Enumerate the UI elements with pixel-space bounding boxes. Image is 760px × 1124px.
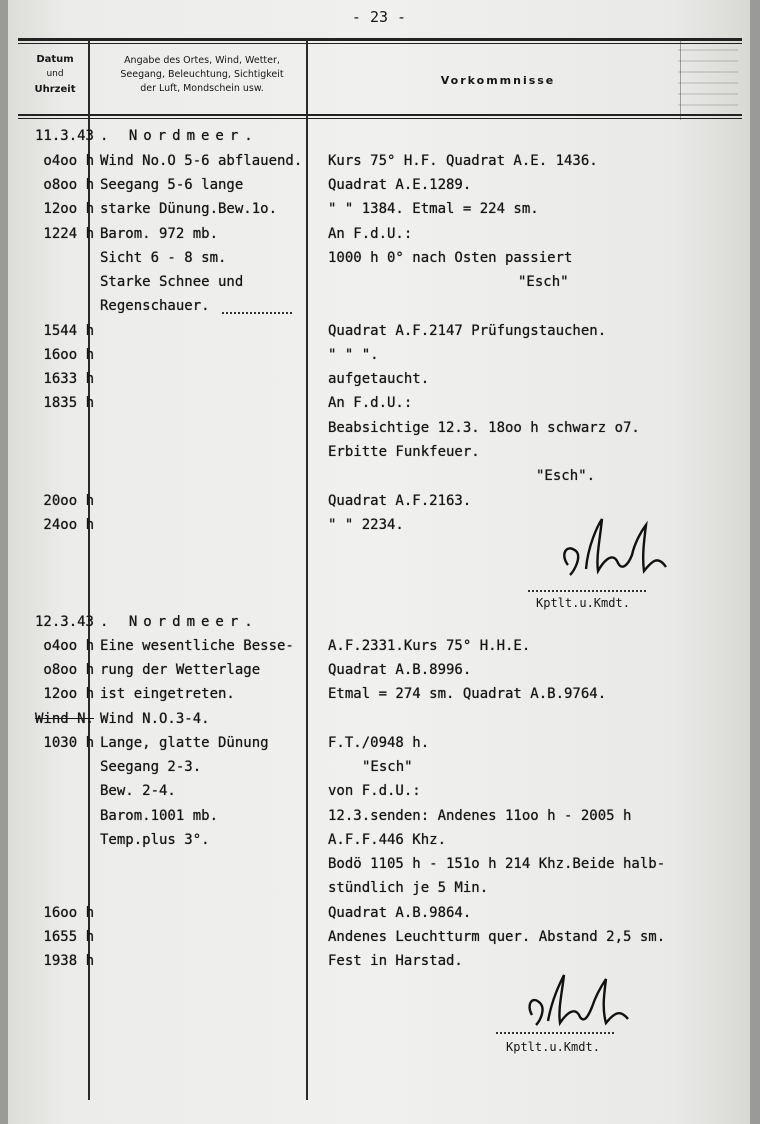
entry-event: F.T./0948 h. — [328, 735, 430, 751]
entry-event: Quadrat A.B.8996. — [328, 662, 472, 678]
entry-event: "Esch" — [518, 274, 569, 290]
entry-location-weather: . Nordmeer. — [100, 614, 259, 630]
entry-time: 12oo h — [43, 686, 94, 702]
entry-event: Quadrat A.B.9864. — [328, 905, 472, 921]
entry-location-weather: Eine wesentliche Besse- — [100, 638, 294, 654]
entry-location-weather — [100, 420, 316, 442]
entry-location-weather — [100, 347, 316, 369]
entry-time: 24oo h — [43, 517, 94, 533]
entry-location-weather: Barom.1001 mb. — [100, 808, 219, 824]
entry-location-weather: Sicht 6 - 8 sm. — [100, 250, 227, 266]
entry-location-weather: Wind N.O.3-4. — [100, 711, 210, 727]
entry-event: A.F.2331.Kurs 75° H.H.E. — [328, 638, 531, 654]
entry-time — [24, 298, 94, 320]
entry-time — [24, 856, 94, 878]
entry-location-weather — [100, 468, 316, 490]
entry-event: An F.d.U.: — [328, 395, 413, 411]
entry-location-weather — [100, 493, 316, 515]
entry-time: 1938 h — [43, 953, 94, 969]
entry-time: 1224 h — [43, 226, 94, 242]
signature-1-dots — [528, 590, 646, 592]
entry-time: 12.3.43 — [34, 614, 94, 630]
entry-event: " " 1384. Etmal = 224 sm. — [328, 201, 539, 217]
entry-event: "Esch" — [362, 759, 413, 775]
entry-location-weather: Seegang 2-3. — [100, 759, 202, 775]
entry-location-weather: Barom. 972 mb. — [100, 226, 219, 242]
entry-time — [24, 832, 94, 854]
entry-event: A.F.F.446 Khz. — [328, 832, 447, 848]
header-bottom-rule-thin — [18, 118, 742, 119]
entry-time: 1030 h — [43, 735, 94, 751]
entry-location-weather: Wind No.O 5-6 abflauend. — [100, 153, 303, 169]
entry-time — [24, 808, 94, 830]
entry-location-weather — [100, 856, 316, 878]
entry-location-weather: . Nordmeer. — [100, 128, 259, 144]
entry-location-weather — [100, 323, 316, 345]
signature-1-label: Kptlt.u.Kmdt. — [536, 596, 630, 610]
header-location-weather: Angabe des Ortes, Wind, Wetter, Seegang, Beleuchtung, Sichtigkeit der Luft, Mondschein usw. — [120, 55, 284, 94]
entry-event: Beabsichtige 12.3. 18oo h schwarz o7. — [328, 420, 640, 436]
header-bottom-rule — [18, 114, 742, 116]
entry-event — [328, 128, 718, 150]
log-page — [8, 0, 750, 1124]
entry-event — [328, 298, 718, 320]
entry-location-weather: Lange, glatte Dünung — [100, 735, 269, 751]
signature-2-label: Kptlt.u.Kmdt. — [506, 1040, 600, 1054]
entry-time — [24, 783, 94, 805]
entry-event: " " 2234. — [328, 517, 404, 533]
entry-event: Kurs 75° H.F. Quadrat A.E. 1436. — [328, 153, 598, 169]
entry-event: 1000 h 0° nach Osten passiert — [328, 250, 573, 266]
entry-time: 16oo h — [43, 347, 94, 363]
entry-location-weather — [100, 395, 316, 417]
entry-event: Quadrat A.F.2147 Prüfungstauchen. — [328, 323, 607, 339]
entry-event: Quadrat A.E.1289. — [328, 177, 472, 193]
entry-time: 11.3.43 — [34, 128, 94, 144]
entry-event: aufgetaucht. — [328, 371, 430, 387]
entry-location-weather: Starke Schnee und — [100, 274, 244, 290]
entry-event: Andenes Leuchtturm quer. Abstand 2,5 sm. — [328, 929, 666, 945]
entry-location-weather: Bew. 2-4. — [100, 783, 176, 799]
entry-time: o8oo h — [43, 662, 94, 678]
entry-event: von F.d.U.: — [328, 783, 421, 799]
entry-event: Fest in Harstad. — [328, 953, 463, 969]
signature-2 — [518, 965, 638, 1035]
entry-location-weather — [100, 953, 316, 975]
entry-time: 1655 h — [43, 929, 94, 945]
entry-time — [24, 759, 94, 781]
entry-time — [24, 444, 94, 466]
entry-time — [24, 250, 94, 272]
entry-time: 1835 h — [43, 395, 94, 411]
entry-time: o8oo h — [43, 177, 94, 193]
entry-event: "Esch". — [536, 468, 596, 484]
entry-location-weather: Seegang 5-6 lange — [100, 177, 244, 193]
entry-time: Wind N. — [34, 711, 94, 727]
entry-location-weather — [100, 929, 316, 951]
entry-time: o4oo h — [43, 153, 94, 169]
entry-event: stündlich je 5 Min. — [328, 880, 489, 896]
entry-location-weather — [100, 371, 316, 393]
entry-event: Etmal = 274 sm. Quadrat A.B.9764. — [328, 686, 607, 702]
entry-time: 1633 h — [43, 371, 94, 387]
entry-time: 20oo h — [43, 493, 94, 509]
top-rule — [18, 38, 742, 41]
header-date-time: Datum und Uhrzeit — [34, 54, 76, 95]
entry-time — [24, 880, 94, 902]
entry-event — [328, 711, 718, 733]
entry-event: 12.3.senden: Andenes 11oo h - 2005 h — [328, 808, 632, 824]
entry-location-weather — [100, 880, 316, 902]
entry-location-weather: Regenschauer. — [100, 298, 210, 314]
entry-location-weather: ist eingetreten. — [100, 686, 235, 702]
entry-time: 12oo h — [43, 201, 94, 217]
entry-event — [328, 614, 718, 636]
page-number: - 23 - — [351, 8, 407, 26]
entry-event: Bodö 1105 h - 151o h 214 Khz.Beide halb- — [328, 856, 666, 872]
entry-location-weather: rung der Wetterlage — [100, 662, 261, 678]
entry-location-weather: starke Dünung.Bew.1o. — [100, 201, 278, 217]
entry-time: 16oo h — [43, 905, 94, 921]
entry-event: Quadrat A.F.2163. — [328, 493, 472, 509]
header-events: Vorkommnisse — [440, 74, 556, 87]
entry-event: Erbitte Funkfeuer. — [328, 444, 480, 460]
entry-location-weather — [100, 444, 316, 466]
entry-location-weather: Temp.plus 3°. — [100, 832, 210, 848]
entry-time — [24, 420, 94, 442]
entry-time — [24, 274, 94, 296]
signature-2-dots — [496, 1032, 614, 1034]
entry-time: o4oo h — [43, 638, 94, 654]
entry-event: An F.d.U.: — [328, 226, 413, 242]
entry-event: " " ". — [328, 347, 379, 363]
top-rule-thin — [18, 43, 742, 44]
entry-time: 1544 h — [43, 323, 94, 339]
entry-time — [24, 468, 94, 490]
entry-location-weather — [100, 905, 316, 927]
entry-location-weather — [100, 517, 316, 539]
